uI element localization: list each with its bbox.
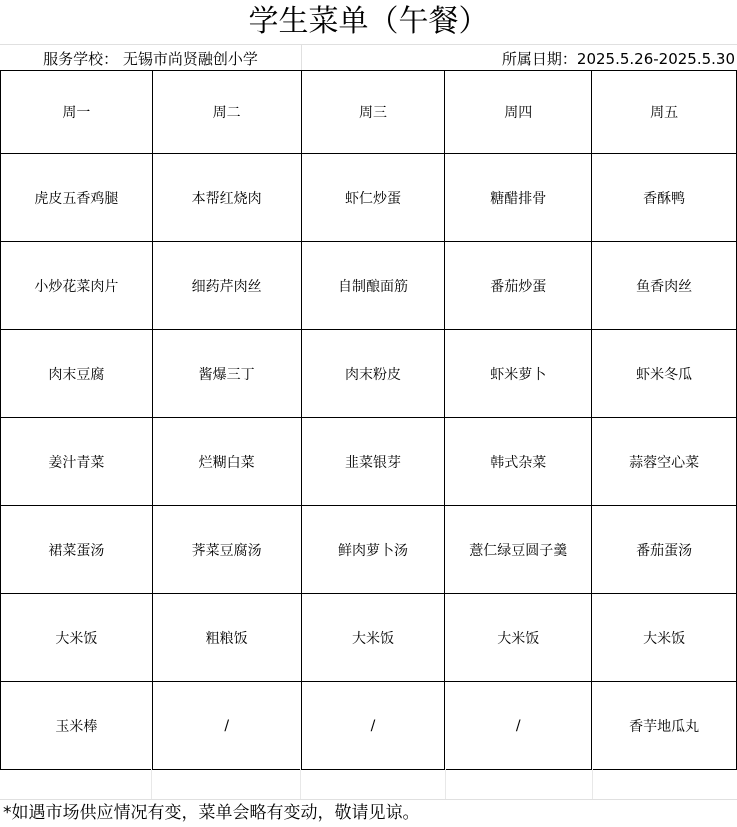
menu-row [1,418,737,506]
dish-cell: 韩式杂菜 [445,418,592,506]
dish-cell: 韭菜银芽 [301,418,445,506]
dish-cell: 荠菜豆腐汤 [152,506,301,594]
school-info [0,44,302,70]
dish-cell: 虾米萝卜 [445,330,592,418]
dish-cell: 小炒花菜肉片 [1,242,153,330]
dish-cell: 自制酿面筋 [301,242,445,330]
menu-table [0,70,737,770]
empty-row [0,769,737,800]
dish-cell: 本帮红烧肉 [152,154,301,242]
dish-cell: 肉末豆腐 [1,330,153,418]
dish-cell: / [301,682,445,770]
menu-row [1,594,737,682]
day-header: 周四 [445,71,592,154]
dish-cell: 大米饭 [1,594,153,682]
school-label: 服务学校： [43,50,119,68]
dish-cell: 细药芹肉丝 [152,242,301,330]
dish-cell: 鲜肉萝卜汤 [301,506,445,594]
dish-cell: / [445,682,592,770]
dish-cell: 大米饭 [592,594,737,682]
dish-cell: 玉米棒 [1,682,153,770]
dish-cell: 肉末粉皮 [301,330,445,418]
dish-cell: / [152,682,301,770]
day-header: 周二 [152,71,301,154]
dish-cell: 糖醋排骨 [445,154,592,242]
menu-row [1,242,737,330]
dish-cell: 番茄炒蛋 [445,242,592,330]
menu-row [1,154,737,242]
dish-cell: 香酥鸭 [592,154,737,242]
school-name: 无锡市尚贤融创小学 [122,50,258,68]
dish-cell: 鱼香肉丝 [592,242,737,330]
date-range: 2025.5.26-2025.5.30 [576,50,735,68]
dish-cell: 裙菜蛋汤 [1,506,153,594]
dish-cell: 姜汁青菜 [1,418,153,506]
dish-cell: 烂糊白菜 [152,418,301,506]
dish-cell: 番茄蛋汤 [592,506,737,594]
dish-cell: 大米饭 [301,594,445,682]
day-header-row [1,71,737,154]
date-info [302,44,735,70]
dish-cell: 香芋地瓜丸 [592,682,737,770]
dish-cell: 粗粮饭 [152,594,301,682]
menu-row [1,506,737,594]
dish-cell: 虾仁炒蛋 [301,154,445,242]
date-label: 所属日期： [501,50,577,68]
dish-cell: 酱爆三丁 [152,330,301,418]
dish-cell: 大米饭 [445,594,592,682]
day-header: 周五 [592,71,737,154]
day-header: 周三 [301,71,445,154]
dish-cell: 虾米冬瓜 [592,330,737,418]
dish-cell: 蒜蓉空心菜 [592,418,737,506]
menu-row [1,682,737,770]
dish-cell: 薏仁绿豆圆子羹 [445,506,592,594]
page-title: 学生菜单（午餐） [0,0,737,45]
dish-cell: 虎皮五香鸡腿 [1,154,153,242]
day-header: 周一 [1,71,153,154]
footer-note: *如遇市场供应情况有变，菜单会略有变动，敬请见谅。 [3,803,420,823]
menu-row [1,330,737,418]
